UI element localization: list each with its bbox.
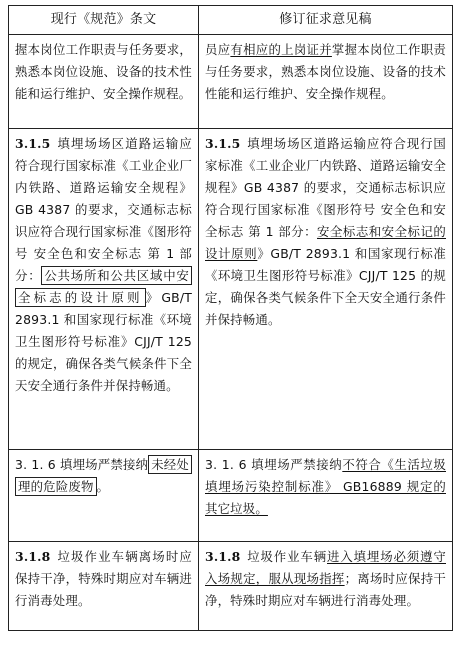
current-clause-cell [9, 35, 199, 129]
current-clause-cell [9, 542, 199, 631]
header-current-clause: 现行《规范》条文 [9, 6, 199, 35]
clause-text: ；离场时应保持干净，特殊时期应对车辆进行消毒处理。 [205, 571, 446, 608]
clause-text: 垃圾作业车辆 [246, 549, 328, 564]
revised-clause-cell [199, 129, 453, 450]
clause-text: 填埋场场区道路运输应符合现行国家标准《工业企业厂内铁路、道路运输安全规程》GB 4387 的要求，交通标志标识应符合现行国家标准《图形符号 安全色和安全标志 第 1 部分： [15, 136, 192, 283]
revised-underlined-text: 进入填埋场必须遵守入场规定，服从现场指挥 [205, 549, 446, 586]
header-revised-draft: 修订征求意见稿 [199, 6, 453, 35]
clause-number: 3.1.8 [205, 549, 241, 564]
clause-text: 填埋场场区道路运输应符合现行国家标准《工业企业厂内铁路、道路运输安全规程》GB 4387 的要求，交通标志标识应符合现行国家标准《图形符号 安全色和安全标志 第 1 部分： [205, 136, 446, 239]
clause-text: 。 [96, 479, 110, 494]
revised-clause-cell [199, 450, 453, 542]
revised-underlined-text: 安全标志和安全标记的设计原则 [205, 224, 446, 261]
table-header-row [9, 6, 453, 35]
revised-clause-cell [199, 542, 453, 631]
boxed-deleted-text: 未经处理的危险废物 [15, 455, 192, 496]
current-clause-cell [9, 450, 199, 542]
clause-text: 握本岗位工作职责与任务要求，熟悉本岗位设施、设备的技术性能和运行维护、安全操作规程。 [15, 42, 192, 101]
clause-text: 3. 1. 6 填埋场严禁接纳 [205, 457, 343, 472]
revised-clause-cell [199, 35, 453, 129]
revised-underlined-text: 有相应的上岗证并 [230, 42, 332, 57]
clause-text: 》GB/T 2893.1 和国家现行标准《环境卫生图形符号标准》CJJ/T 125 的规定，确保各类气候条件下全天安全通行条件并保持畅通。 [15, 290, 192, 393]
clause-text: 》GB/T 2893.1 和国家现行标准《环境卫生图形符号标准》CJJ/T 125 的规定，确保各类气候条件下全天安全通行条件并保持畅通。 [205, 246, 446, 327]
clause-text: 垃圾作业车辆离场时应保持干净，特殊时期应对车辆进行消毒处理。 [15, 549, 192, 608]
clause-text: 3. 1. 6 填埋场严禁接纳 [15, 457, 149, 472]
revised-underlined-text: 不符合《生活垃圾填埋场污染控制标准》 GB16889 规定的其它垃圾。 [205, 457, 446, 516]
clause-text: 掌握本岗位工作职责与任务要求，熟悉本岗位设施、设备的技术性能和运行维护、安全操作规程。 [205, 42, 446, 101]
clause-text: 员应 [205, 42, 231, 57]
boxed-deleted-text: 公共场所和公共区域中安全标志的设计原则 [15, 266, 192, 307]
table-row [9, 35, 453, 129]
current-clause-cell [9, 129, 199, 450]
clause-number: 3.1.5 [205, 136, 241, 151]
table-row [9, 129, 453, 450]
table-row [9, 542, 453, 631]
clause-number: 3.1.5 [15, 136, 51, 151]
table-row [9, 450, 453, 542]
comparison-table [8, 5, 453, 631]
clause-number: 3.1.8 [15, 549, 51, 564]
